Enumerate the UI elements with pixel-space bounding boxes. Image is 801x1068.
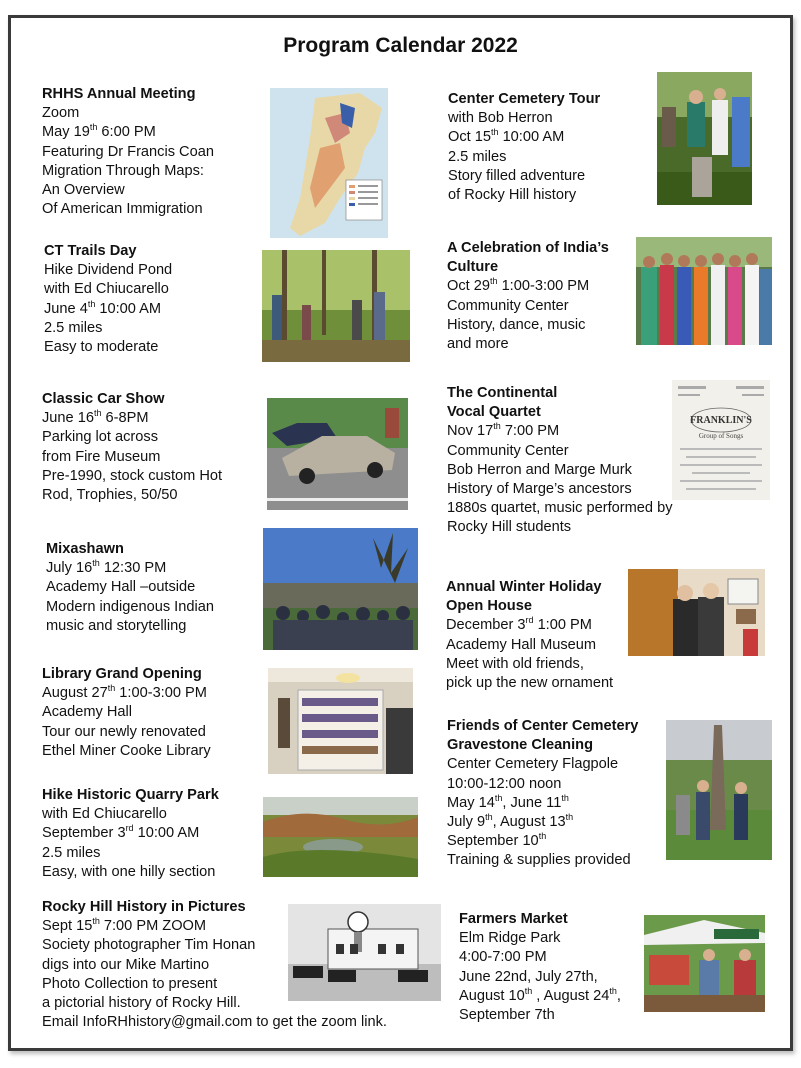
event-line: Academy Hall –outside	[46, 579, 196, 596]
event-line: Easy to moderate	[44, 339, 159, 356]
quarry-park-photo	[263, 797, 418, 877]
event-heading: Classic Car Show	[42, 391, 165, 407]
event-date: June 4th 10:00 AM	[44, 298, 162, 317]
event-heading: A Celebration of India’s	[447, 240, 609, 256]
library-interior-photo	[268, 668, 413, 774]
event-heading-2: Vocal Quartet	[447, 404, 541, 421]
event-line: Modern indigenous Indian	[46, 598, 214, 615]
event-ct-trails-day	[44, 242, 172, 357]
event-line: Of American Immigration	[42, 201, 203, 218]
event-line: Academy Hall Museum	[446, 636, 597, 653]
event-date: December 3rd 1:00 PM	[446, 615, 592, 634]
event-library-grand-opening	[42, 665, 211, 761]
event-india-culture	[447, 239, 609, 354]
event-line: September 7th	[459, 1007, 555, 1024]
event-line: History of Marge’s ancestors	[447, 481, 632, 498]
event-line: digs into our Mike Martino	[42, 956, 210, 973]
event-heading: Mixashawn	[46, 541, 124, 557]
event-line: 2.5 miles	[42, 844, 101, 861]
event-line: Community Center	[447, 442, 569, 459]
event-heading: The Continental	[447, 385, 558, 401]
event-classic-car-show	[42, 390, 222, 505]
event-heading: Farmers Market	[459, 911, 568, 927]
event-line: with Ed Chiucarello	[44, 281, 169, 298]
event-line: Migration Through Maps:	[42, 162, 204, 179]
event-rhhs-annual-meeting	[42, 85, 214, 219]
event-line: Featuring Dr Francis Coan	[42, 143, 214, 160]
event-line: from Fire Museum	[42, 448, 161, 465]
mixashawn-crowd-photo	[263, 528, 418, 650]
event-line: Hike Dividend Pond	[44, 262, 173, 279]
event-gravestone-cleaning	[447, 717, 638, 871]
franklins-songs-poster	[672, 380, 770, 500]
cemetery-tour-photo	[657, 72, 752, 205]
event-date: July 9th, August 13th	[447, 812, 574, 831]
india-culture-photo	[636, 237, 772, 345]
event-quarry-park-hike	[42, 786, 219, 882]
holiday-open-house-photo	[628, 569, 765, 656]
event-line: 2.5 miles	[448, 148, 507, 165]
page-title: Program Calendar 2022	[283, 34, 518, 57]
poster-subtitle-text: Group of Songs	[698, 432, 744, 440]
event-line: Society photographer Tim Honan	[42, 937, 256, 954]
event-line: History, dance, music	[447, 316, 586, 333]
event-date: Oct 15th 10:00 AM	[448, 127, 565, 146]
event-center-cemetery-tour	[448, 90, 600, 205]
event-date: Sept 15th 7:00 PM ZOOM	[42, 916, 207, 935]
event-line: June 22nd, July 27th,	[459, 968, 598, 985]
event-line: Ethel Miner Cooke Library	[42, 742, 211, 759]
event-heading-2: Culture	[447, 259, 499, 276]
event-date: May 19th 6:00 PM	[42, 122, 156, 141]
event-line: Pre-1990, stock custom Hot	[42, 467, 223, 484]
event-email-line: Email InfoRHhistory@gmail.com to get the zoom link.	[42, 1014, 387, 1031]
event-line: Tour our newly renovated	[42, 723, 206, 740]
event-heading-2: Open House	[446, 598, 532, 615]
event-line: Meet with old friends,	[446, 655, 584, 672]
event-heading-2: Gravestone Cleaning	[447, 737, 593, 754]
event-line: Community Center	[447, 297, 569, 314]
event-line: Center Cemetery Flagpole	[447, 756, 619, 773]
event-line: Rod, Trophies, 50/50	[42, 487, 178, 504]
farmers-market-photo	[644, 915, 765, 1012]
event-winter-holiday	[446, 578, 613, 693]
event-line: pick up the new ornament	[446, 675, 614, 692]
event-heading: Center Cemetery Tour	[448, 91, 601, 107]
event-line: Elm Ridge Park	[459, 930, 561, 947]
classic-car-photo	[267, 398, 408, 510]
event-line: Parking lot across	[42, 429, 158, 446]
event-line: 1880s quartet, music performed by	[447, 500, 673, 517]
event-line: music and storytelling	[46, 617, 187, 634]
event-line: Zoom	[42, 105, 80, 122]
event-line: a pictorial history of Rocky Hill.	[42, 995, 241, 1012]
event-line: with Ed Chiucarello	[42, 806, 167, 823]
event-line: with Bob Herron	[448, 110, 553, 127]
event-line: 10:00-12:00 noon	[447, 775, 562, 792]
event-date: May 14th, June 11th	[447, 792, 569, 811]
event-line: Easy, with one hilly section	[42, 863, 216, 880]
poster-title-text: FRANKLIN'S	[690, 415, 752, 426]
event-line: and more	[447, 336, 509, 353]
event-mixashawn	[46, 540, 214, 636]
event-line: 4:00-7:00 PM	[459, 949, 547, 966]
trails-hike-photo	[262, 250, 410, 362]
event-heading: Library Grand Opening	[42, 666, 202, 682]
event-date: Oct 29th 1:00-3:00 PM	[447, 276, 590, 295]
event-date: June 16th 6-8PM	[42, 408, 149, 427]
event-line: Photo Collection to present	[42, 975, 218, 992]
gravestone-cleaning-photo	[666, 720, 772, 860]
event-date: Nov 17th 7:00 PM	[447, 421, 560, 440]
event-line: Rocky Hill students	[447, 519, 572, 536]
event-heading: Annual Winter Holiday	[446, 579, 602, 595]
event-vocal-quartet	[447, 384, 673, 538]
event-date: August 10th , August 24th,	[459, 985, 621, 1004]
event-farmers-market	[459, 910, 621, 1025]
event-line: Story filled adventure	[448, 167, 586, 184]
event-heading: CT Trails Day	[44, 243, 137, 259]
event-line: Academy Hall	[42, 704, 133, 721]
historic-bw-photo	[288, 904, 441, 1001]
event-heading: Friends of Center Cemetery	[447, 718, 639, 734]
event-line: Training & supplies provided	[447, 852, 631, 869]
event-line: of Rocky Hill history	[448, 187, 577, 204]
event-date: July 16th 12:30 PM	[46, 558, 167, 577]
event-line: 2.5 miles	[44, 319, 103, 336]
event-heading: Hike Historic Quarry Park	[42, 787, 219, 803]
event-line: An Overview	[42, 182, 125, 199]
event-date: September 3rd 10:00 AM	[42, 823, 200, 842]
event-date: August 27th 1:00-3:00 PM	[42, 683, 207, 702]
event-date: September 10th	[447, 831, 547, 850]
migration-map-image	[270, 88, 388, 238]
event-heading: Rocky Hill History in Pictures	[42, 899, 246, 915]
event-heading: RHHS Annual Meeting	[42, 86, 196, 102]
event-line: Bob Herron and Marge Murk	[447, 461, 632, 478]
